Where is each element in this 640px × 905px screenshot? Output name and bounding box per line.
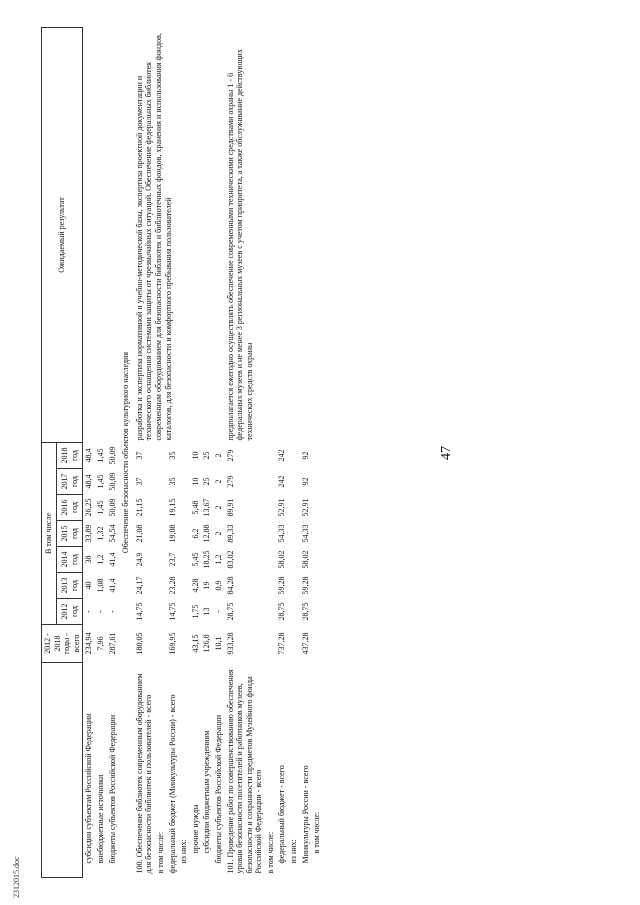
row-value [178, 573, 190, 599]
row-value [288, 469, 300, 495]
header-year: 2016 год [56, 495, 82, 521]
row-name: федеральный бюджет - всего [277, 765, 287, 864]
row-total [178, 625, 190, 663]
row-value: 14,75 [134, 602, 144, 621]
row-name: 101. Проведение работ по совершенствованию обеспечения уровня безопасности посетителей и работников музеев, безопасности и сохранности предметов Музейного фонда Российской Федерации - всего [225, 669, 264, 874]
row-value [155, 573, 167, 599]
row-value [178, 495, 190, 521]
row-value: 10 [190, 451, 200, 460]
row-value [155, 469, 167, 495]
row-value [265, 443, 277, 469]
table-row [95, 28, 107, 878]
row-value: 58,02 [300, 550, 310, 569]
header-period: 2012 - 2018 годы - всего [42, 625, 83, 663]
row-name: в том числе: [265, 831, 275, 874]
table-row [83, 28, 95, 878]
row-value [311, 599, 323, 625]
row-value: 23,28 [167, 576, 177, 595]
row-value: 50,09 [107, 472, 117, 491]
row-value [155, 599, 167, 625]
row-value: 4,28 [190, 578, 200, 593]
row-value: 59,28 [277, 576, 287, 595]
row-value: 28,75 [225, 602, 235, 621]
row-value: 28,75 [300, 602, 310, 621]
row-value: 19,08 [167, 524, 177, 543]
row-value [155, 547, 167, 573]
row-value: 40 [84, 581, 94, 590]
row-name: субсидии бюджетным учреждениям [202, 730, 212, 854]
row-total: 180,05 [134, 632, 144, 655]
row-name: 100. Обеспечение библиотек современным оборудованием для безопасности библиотек и пользователей - всего [134, 673, 154, 874]
row-name: из них: [289, 839, 299, 864]
header-result: Ожидаемый результат [42, 28, 83, 443]
row-value: 28,75 [277, 602, 287, 621]
row-value: 279 [225, 475, 235, 488]
row-value: 1,75 [190, 604, 200, 619]
page-number: 47 [439, 446, 454, 460]
row-value: 2 [213, 505, 223, 510]
row-total [265, 625, 277, 663]
row-result-empty [107, 28, 119, 443]
row-value: - [213, 610, 223, 613]
row-value [311, 521, 323, 547]
row-value: 84,28 [225, 576, 235, 595]
row-total: 169,95 [167, 632, 177, 655]
section-row [118, 28, 134, 878]
row-value: 1,2 [213, 554, 223, 565]
section-title: Обеспечение безопасности объектов культурного наследия [121, 351, 131, 554]
row-value [265, 521, 277, 547]
row-value: 58,02 [277, 550, 287, 569]
row-value: 12,88 [202, 524, 212, 543]
row-value: 50,09 [107, 498, 117, 517]
row-total: 234,94 [84, 632, 94, 655]
row-result-empty [95, 28, 107, 443]
row-value [265, 469, 277, 495]
header-name-cell [42, 663, 83, 878]
row-value: 19 [202, 581, 212, 590]
row-value: 5,45 [190, 552, 200, 567]
row-total [155, 625, 167, 663]
row-value: 48,4 [84, 474, 94, 489]
row-value: 37 [134, 477, 144, 486]
row-value: - [107, 610, 117, 613]
row-value [288, 573, 300, 599]
row-name: в том числе: [312, 811, 322, 854]
row-result-empty [83, 28, 95, 443]
row-name: внебюджетные источники [95, 774, 105, 864]
row-value: 33,89 [84, 524, 94, 543]
row-value: 89,91 [225, 498, 235, 517]
row-value: 48,4 [84, 448, 94, 463]
row-value: 5,48 [190, 500, 200, 515]
row-value: 92 [300, 477, 310, 486]
row-value: 23,7 [167, 552, 177, 567]
row-value: 2 [213, 453, 223, 458]
row-value: 2 [213, 479, 223, 484]
row-total: 737,28 [277, 632, 287, 655]
row-value: 35 [167, 477, 177, 486]
row-value: 24,17 [134, 576, 144, 595]
row-value [311, 573, 323, 599]
document-footer: 2312015.doc [12, 856, 21, 898]
row-value [178, 521, 190, 547]
row-value: 0,9 [213, 580, 223, 591]
header-year: 2015 год [56, 521, 82, 547]
row-value: 1,45 [95, 500, 105, 515]
row-value [288, 495, 300, 521]
row-value [265, 573, 277, 599]
row-total [288, 625, 300, 663]
row-total: 126,8 [202, 634, 212, 653]
row-total: 7,96 [95, 636, 105, 651]
row-name: федеральный бюджет (Минкультуры России) - всего [167, 694, 177, 874]
row-value: 10 [190, 477, 200, 486]
row-value: 52,91 [277, 498, 287, 517]
row-result: разработка и экспертиза нормативной и учебно-методической базы, экспертиза проектной документации и технического оснащения системами защиты от чрезвычайных ситуаций. Обеспечение федеральных библиотек современным оборудованием для безопасности библиотек и библиотечных фондов, хранения и использования фондов, каталогов, для безопасности и комфортного пребывания пользователей [134, 33, 173, 441]
row-value: 38 [84, 555, 94, 564]
header-year: 2017 год [56, 469, 82, 495]
row-value [311, 443, 323, 469]
row-value [178, 547, 190, 573]
row-value: 52,91 [300, 498, 310, 517]
row-name: прочие нужды [190, 804, 200, 854]
row-value [311, 495, 323, 521]
row-value: 18,25 [202, 550, 212, 569]
row-value: 54,54 [107, 524, 117, 543]
row-value: 13,67 [202, 498, 212, 517]
row-value: 279 [225, 449, 235, 462]
row-value [178, 599, 190, 625]
row-total: 287,61 [107, 632, 117, 655]
row-value: 242 [277, 449, 287, 462]
row-value: 25 [202, 451, 212, 460]
header-in-total: В том числе [42, 443, 57, 625]
row-value [265, 495, 277, 521]
row-value: 14,75 [167, 602, 177, 621]
row-value: 1,45 [95, 474, 105, 489]
row-value: 19,15 [167, 498, 177, 517]
rotated-table-area [41, 28, 441, 878]
row-value: 1,32 [95, 526, 105, 541]
row-value: 13 [202, 607, 212, 616]
row-value: 25 [202, 477, 212, 486]
row-value: 50,09 [107, 446, 117, 465]
row-value: 242 [277, 475, 287, 488]
row-name: из них: [179, 839, 189, 864]
row-value: 83,02 [225, 550, 235, 569]
row-value: 6,2 [190, 528, 200, 539]
header-year: 2013 год [56, 573, 82, 599]
row-value: 1,2 [95, 554, 105, 565]
row-value [288, 443, 300, 469]
header-year: 2012 год [56, 599, 82, 625]
row-value: - [84, 610, 94, 613]
row-value [288, 521, 300, 547]
row-value: 1,08 [95, 578, 105, 593]
header-year: 2018 год [56, 443, 82, 469]
row-name: Минкультуры России - всего [300, 765, 310, 864]
row-value: 92 [300, 451, 310, 460]
row-value: 59,28 [300, 576, 310, 595]
row-value [155, 521, 167, 547]
row-total: 437,28 [300, 632, 310, 655]
row-value: 89,33 [225, 524, 235, 543]
row-value [178, 443, 190, 469]
row-value: 2 [213, 531, 223, 536]
table-row [134, 28, 155, 878]
row-name: в том числе: [155, 831, 165, 874]
row-value: - [95, 610, 105, 613]
row-value: 35 [167, 451, 177, 460]
row-value: 41,4 [107, 552, 117, 567]
row-name: бюджеты субъектов Российской Федерации [107, 714, 117, 864]
row-value [265, 599, 277, 625]
row-value: 54,33 [277, 524, 287, 543]
budget-table [41, 27, 323, 878]
row-value: 37 [134, 451, 144, 460]
row-value [265, 547, 277, 573]
row-value [178, 469, 190, 495]
row-value [155, 443, 167, 469]
row-value [311, 547, 323, 573]
row-value [311, 469, 323, 495]
row-total: 43,15 [190, 634, 200, 653]
table-row [107, 28, 119, 878]
row-value: 26,25 [84, 498, 94, 517]
row-total [311, 625, 323, 663]
row-value: 41,4 [107, 578, 117, 593]
table-row [225, 28, 265, 878]
row-value: 21,15 [134, 498, 144, 517]
row-value: 21,08 [134, 524, 144, 543]
row-total: 933,28 [225, 632, 235, 655]
row-total: 10,1 [213, 636, 223, 651]
row-name: субсидии субъектам Российской Федерации [84, 713, 94, 864]
header-year: 2014 год [56, 547, 82, 573]
row-value [155, 495, 167, 521]
row-value: 54,33 [300, 524, 310, 543]
row-result: предполагается ежегодно осуществлять обеспечение современными техническими средствами охраны 1 - 6 федеральных музеев и не менее 3 региональных музеев с учетом приоритета, а также обслуживание действующих технических средств охраны [225, 49, 254, 441]
row-value: 24,9 [134, 552, 144, 567]
row-value [288, 547, 300, 573]
row-value: 1,45 [95, 448, 105, 463]
row-value [288, 599, 300, 625]
row-name: бюджеты субъектов Российской Федерации [213, 714, 223, 864]
